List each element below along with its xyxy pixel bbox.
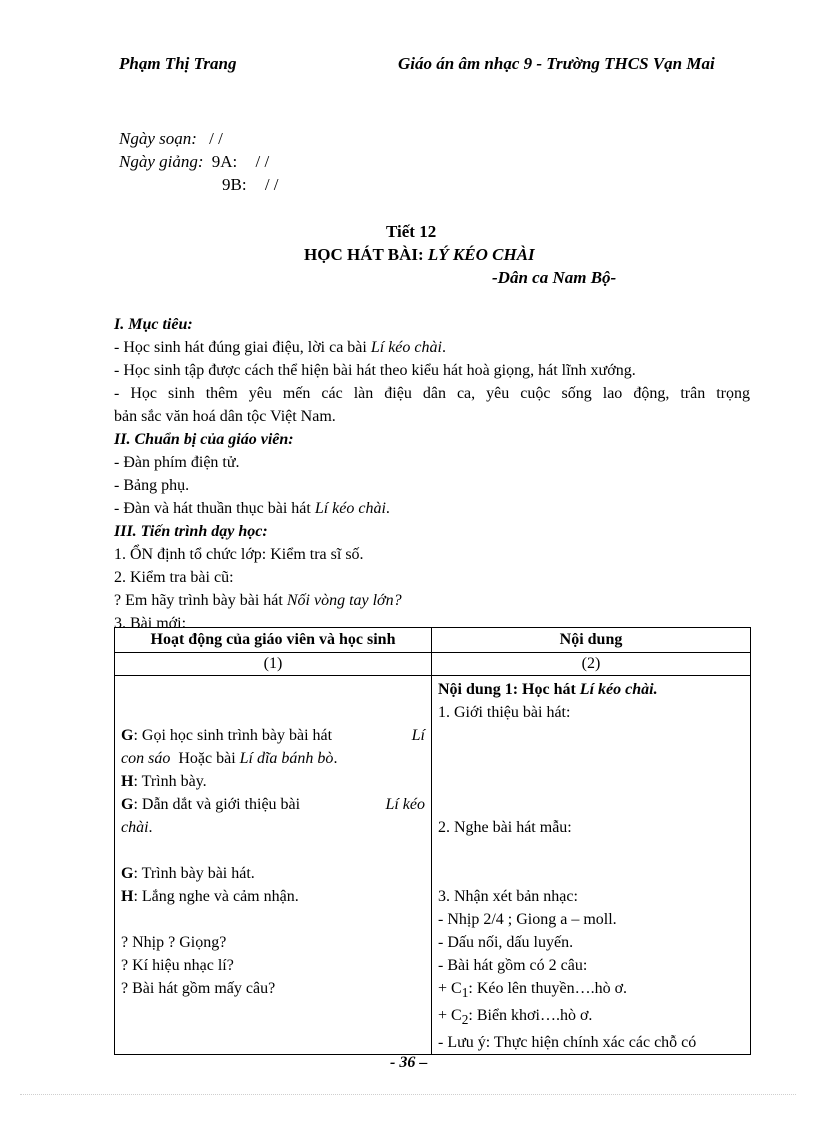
activity-g1-line2: con sáo Hoặc bài Lí dĩa bánh bò. [121,750,338,767]
activity-question-2: ? Kí hiệu nhạc lí? [121,957,234,974]
col2-number: (2) [432,653,751,676]
body-content [114,313,750,635]
activity-g1-line1: G: Gọi học sinh trình bày bài hát Lí [121,727,425,744]
class-9a-value: / / [255,152,270,171]
activity-cell [115,676,432,1055]
period-title: Tiết 12 [386,222,437,241]
prep-date-line [119,129,223,149]
content-heading: Nội dung 1: Học hát Lí kéo chài. [438,681,658,698]
section-process-heading: III. Tiến trình dạy học: [114,523,268,540]
section-preparation-heading: II. Chuẩn bị của giáo viên: [114,431,294,448]
table-number-row [115,653,751,676]
header-doc-title: Giáo án âm nhạc 9 - Trường THCS Vạn Mai [398,54,715,73]
class-9a-label: 9A: [211,152,238,171]
objective-item-1: - Học sinh hát đúng giai điệu, lời ca bài Lí kéo chài. [114,339,446,356]
prep-date-label: Ngày soạn: [119,129,197,148]
content-ties: - Dấu nối, dấu luyến. [438,934,574,951]
content-note: - Lưu ý: Thực hiện chính xác các chỗ có [438,1034,697,1052]
col1-header: Hoạt động của giáo viên và học sinh [115,628,432,653]
content-phrases: - Bài hát gồm có 2 câu: [438,957,588,974]
content-analysis: 3. Nhận xét bản nhạc: [438,888,578,905]
header-author: Phạm Thị Trang [119,54,237,73]
section-objectives-heading: I. Mục tiêu: [114,316,193,333]
activity-g3: G: Trình bày bài hát. [121,865,255,882]
content-intro: 1. Giới thiệu bài hát: [438,704,571,721]
objective-item-3-line-2: bản sắc văn hoá dân tộc Việt Nam. [114,408,336,425]
review-question: ? Em hãy trình bày bài hát Nối vòng tay lớn? [114,592,402,609]
teach-date-line-b [222,175,279,195]
teach-date-label: Ngày giảng: [119,152,204,171]
song-title: LÝ KÉO CHÀI [427,245,535,264]
class-9b-value: / / [264,175,279,194]
content-cell [432,676,751,1055]
process-step-3: 3. Bài mới: [114,615,187,632]
review-song: Nối vòng tay lớn? [286,592,402,609]
content-phrase-2: + $C_2$: Biển khơi….hò ơ. [438,1007,593,1028]
col1-number: (1) [115,653,432,676]
process-step-2: 2. Kiểm tra bài cũ: [114,569,234,586]
table-header-row [115,628,751,653]
song-genre: -Dân ca Nam Bộ- [492,268,617,287]
objective-item-3-line-1: - Học sinh thêm yêu mến các làn điệu dân ca, yêu cuộc sống lao động, trân trọng [114,385,750,402]
activity-g2-line1: G: Dẫn dắt và giới thiệu bài Lí kéo [121,796,425,813]
preparation-item-3: - Đàn và hát thuần thục bài hát Lí kéo chài. [114,500,390,517]
page-bottom-divider [20,1094,796,1095]
preparation-item-2: - Bảng phụ. [114,477,190,494]
activity-h2: H: Lắng nghe và cảm nhận. [121,888,299,905]
activity-question-3: ? Bài hát gồm mấy câu? [121,980,276,997]
lesson-title [304,245,535,265]
prep-date-value: / / [209,129,223,148]
lesson-table [114,627,751,1055]
col2-header: Nội dung [432,628,751,653]
activity-h1: H: Trình bày. [121,773,207,790]
content-phrase-1: + $C_1$: Kéo lên thuyền….hò ơ. [438,980,628,1001]
activity-question-1: ? Nhịp ? Giọng? [121,934,227,951]
activity-g2-line2: chài. [121,819,153,836]
process-step-1: 1. ỔN định tổ chức lớp: Kiểm tra sĩ số. [114,546,364,563]
page-number: - 36 – [390,1054,428,1071]
teach-date-line-a [119,152,269,172]
content-meter: - Nhịp 2/4 ; Giong a – moll. [438,911,617,928]
preparation-item-1: - Đàn phím điện tử. [114,454,240,471]
preparation-song: Lí kéo chài [314,500,386,517]
lesson-prefix: HỌC HÁT BÀI: [304,245,424,264]
objective-item-2: - Học sinh tập được cách thể hiện bài hát theo kiểu hát hoà giọng, hát lĩnh xướng. [114,362,636,379]
objective-song: Lí kéo chài [370,339,442,356]
table-content-row [115,676,751,1055]
class-9b-label: 9B: [222,175,247,194]
content-listen: 2. Nghe bài hát mẫu: [438,819,572,836]
